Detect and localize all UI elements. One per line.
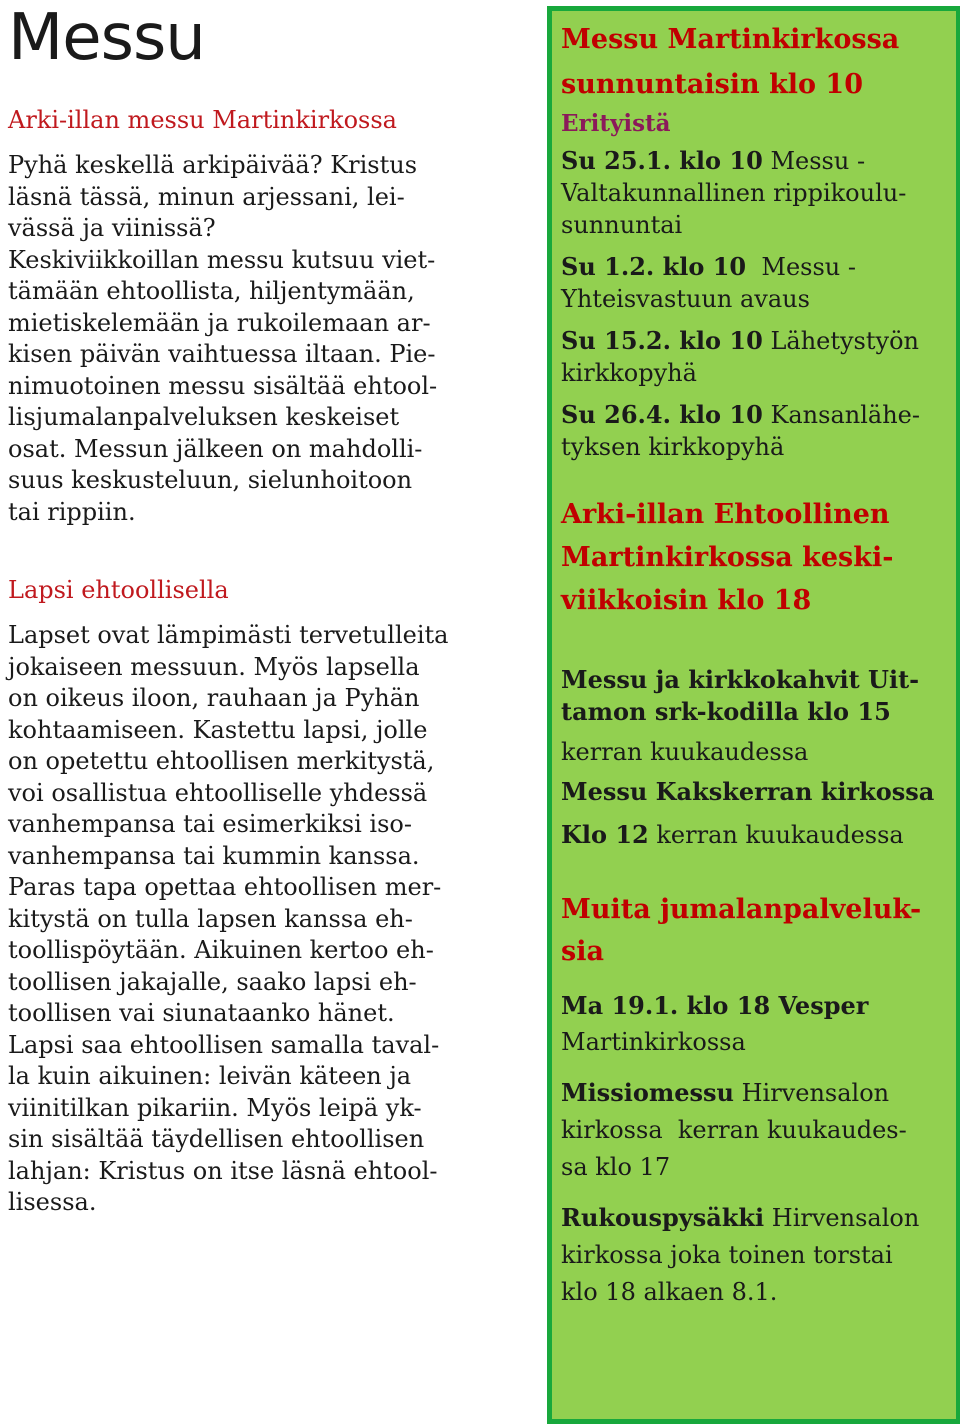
rukouspysakki-info xyxy=(561,1199,951,1311)
event-item xyxy=(561,399,951,463)
event-date: Su 25.1. klo 10 xyxy=(561,146,763,175)
missiomessu-title: Missiomessu xyxy=(561,1078,734,1107)
uittamo-line: Messu ja kirkkokahvit Uit- xyxy=(561,665,920,694)
text-line: nimuotoinen messu sisältää ehtool- xyxy=(8,371,438,400)
event-text: Yhteisvastuun avaus xyxy=(561,285,810,313)
text-line: läsnä tässä, minun arjessani, lei- xyxy=(8,182,405,211)
text-line: lisjumalanpalveluksen keskeiset xyxy=(8,403,400,431)
text-line: Lapsi saa ehtoollisen samalla taval- xyxy=(8,1030,440,1059)
event-text: sunnuntai xyxy=(561,211,683,239)
missiomessu-line: kirkossa kerran kuukaudes- xyxy=(561,1116,907,1144)
section-heading-arki-illan-messu: Arki-illan messu Martinkirkossa xyxy=(8,106,397,134)
panel-heading-weekday-communion xyxy=(561,493,951,622)
text-line: vässä ja viinissä? xyxy=(8,214,216,242)
text-line: Lapset ovat lämpimästi tervetulleita xyxy=(8,621,449,649)
text-line: toollisen jakajalle, saako lapsi eh- xyxy=(8,967,417,996)
text-line: jokaiseen messuun. Myös lapsella xyxy=(8,652,420,681)
heading-line: sunnuntaisin klo 10 xyxy=(561,69,864,100)
event-text: Messu - xyxy=(762,147,866,175)
kakskerta-mass-info xyxy=(561,773,951,854)
panel-heading-other-services xyxy=(561,889,951,973)
kakskerta-time: Klo 12 xyxy=(561,820,649,849)
rukouspysakki-title: Rukouspysäkki xyxy=(561,1203,765,1232)
uittamo-line: tamon srk-kodilla klo 15 xyxy=(561,697,891,726)
text-line: voi osallistua ehtoolliselle yhdessä xyxy=(8,778,428,807)
panel-subheading-special: Erityistä xyxy=(561,110,671,137)
heading-line: viikkoisin klo 18 xyxy=(561,585,812,616)
heading-line: Messu Martinkirkossa xyxy=(561,24,900,55)
text-line: vanhempansa tai esimerkiksi iso- xyxy=(8,810,412,838)
vesper-line: Ma 19.1. klo 18 Vesper xyxy=(561,991,869,1020)
text-line: tai rippiin. xyxy=(8,497,136,526)
text-line: osat. Messun jälkeen on mahdolli- xyxy=(8,434,423,463)
missiomessu-info xyxy=(561,1074,951,1186)
text-line: mietiskelemään ja rukoilemaan ar- xyxy=(8,308,431,337)
left-column xyxy=(8,104,508,1219)
vesper-place: Martinkirkossa xyxy=(561,1028,746,1056)
text-line: tämään ehtoollista, hiljentymään, xyxy=(8,277,415,305)
heading-line: Muita jumalanpalveluk- xyxy=(561,894,922,925)
text-line: toollisen vai siunataanko hänet. xyxy=(8,999,395,1027)
text-line: kitystä on tulla lapsen kanssa eh- xyxy=(8,904,413,933)
event-text: Kansanlähe- xyxy=(762,401,920,429)
event-date: Su 26.4. klo 10 xyxy=(561,400,763,429)
missiomessu-place: Hirvensalon xyxy=(733,1079,890,1107)
text-line: toollispöytään. Aikuinen kertoo eh- xyxy=(8,936,434,964)
text-line: Keskiviikkoillan messu kutsuu viet- xyxy=(8,245,436,274)
vesper-info xyxy=(561,987,951,1061)
uittamo-mass-info xyxy=(561,664,951,771)
kakskerta-line: Messu Kakskerran kirkossa xyxy=(561,777,935,806)
heading-line: sia xyxy=(561,936,604,967)
kakskerta-frequency: kerran kuukaudessa xyxy=(648,821,904,849)
text-line: Paras tapa opettaa ehtoollisen mer- xyxy=(8,873,442,901)
rukouspysakki-line: kirkossa joka toinen torstai xyxy=(561,1241,893,1269)
text-line: kisen päivän vaihtuessa iltaan. Pie- xyxy=(8,340,436,368)
text-line: lisessa. xyxy=(8,1188,97,1216)
schedule-panel xyxy=(547,6,960,1424)
text-line: on opetettu ehtoollisen merkitystä, xyxy=(8,747,435,775)
event-text: kirkkopyhä xyxy=(561,359,697,387)
text-line: sin sisältää täydellisen ehtoollisen xyxy=(8,1125,425,1153)
panel-heading-sunday-mass xyxy=(561,17,951,107)
section-heading-lapsi-ehtoollisella: Lapsi ehtoollisella xyxy=(8,576,229,604)
heading-line: Arki-illan Ehtoollinen xyxy=(561,499,890,530)
text-line: viinitilkan pikariin. Myös leipä yk- xyxy=(8,1093,422,1122)
text-line: vanhempansa tai kummin kanssa. xyxy=(8,841,420,870)
text-line: on oikeus iloon, rauhaan ja Pyhän xyxy=(8,684,420,712)
paragraph-arki-illan-messu xyxy=(8,150,508,528)
uittamo-frequency: kerran kuukaudessa xyxy=(561,738,809,766)
rukouspysakki-place: Hirvensalon xyxy=(764,1204,920,1232)
text-line: la kuin aikuinen: leivän käteen ja xyxy=(8,1062,412,1090)
missiomessu-line: sa klo 17 xyxy=(561,1153,671,1181)
event-item xyxy=(561,251,951,315)
text-line: suus keskusteluun, sielunhoitoon xyxy=(8,466,413,494)
event-text: Lähetystyön xyxy=(762,327,919,355)
page-title: Messu xyxy=(8,1,205,75)
text-line: Pyhä keskellä arkipäivää? Kristus xyxy=(8,151,418,179)
text-line: kohtaamiseen. Kastettu lapsi, jolle xyxy=(8,715,428,744)
event-item xyxy=(561,145,951,241)
event-date: Su 15.2. klo 10 xyxy=(561,326,763,355)
rukouspysakki-line: klo 18 alkaen 8.1. xyxy=(561,1278,778,1306)
event-text: tyksen kirkkopyhä xyxy=(561,433,785,461)
event-text: Messu - xyxy=(746,253,856,281)
text-line: lahjan: Kristus on itse läsnä ehtool- xyxy=(8,1156,438,1185)
event-text: Valtakunnallinen rippikoulu- xyxy=(561,179,907,207)
paragraph-lapsi-ehtoollisella xyxy=(8,620,508,1219)
event-item xyxy=(561,325,951,389)
heading-line: Martinkirkossa keski- xyxy=(561,542,894,573)
event-date: Su 1.2. klo 10 xyxy=(561,252,747,281)
